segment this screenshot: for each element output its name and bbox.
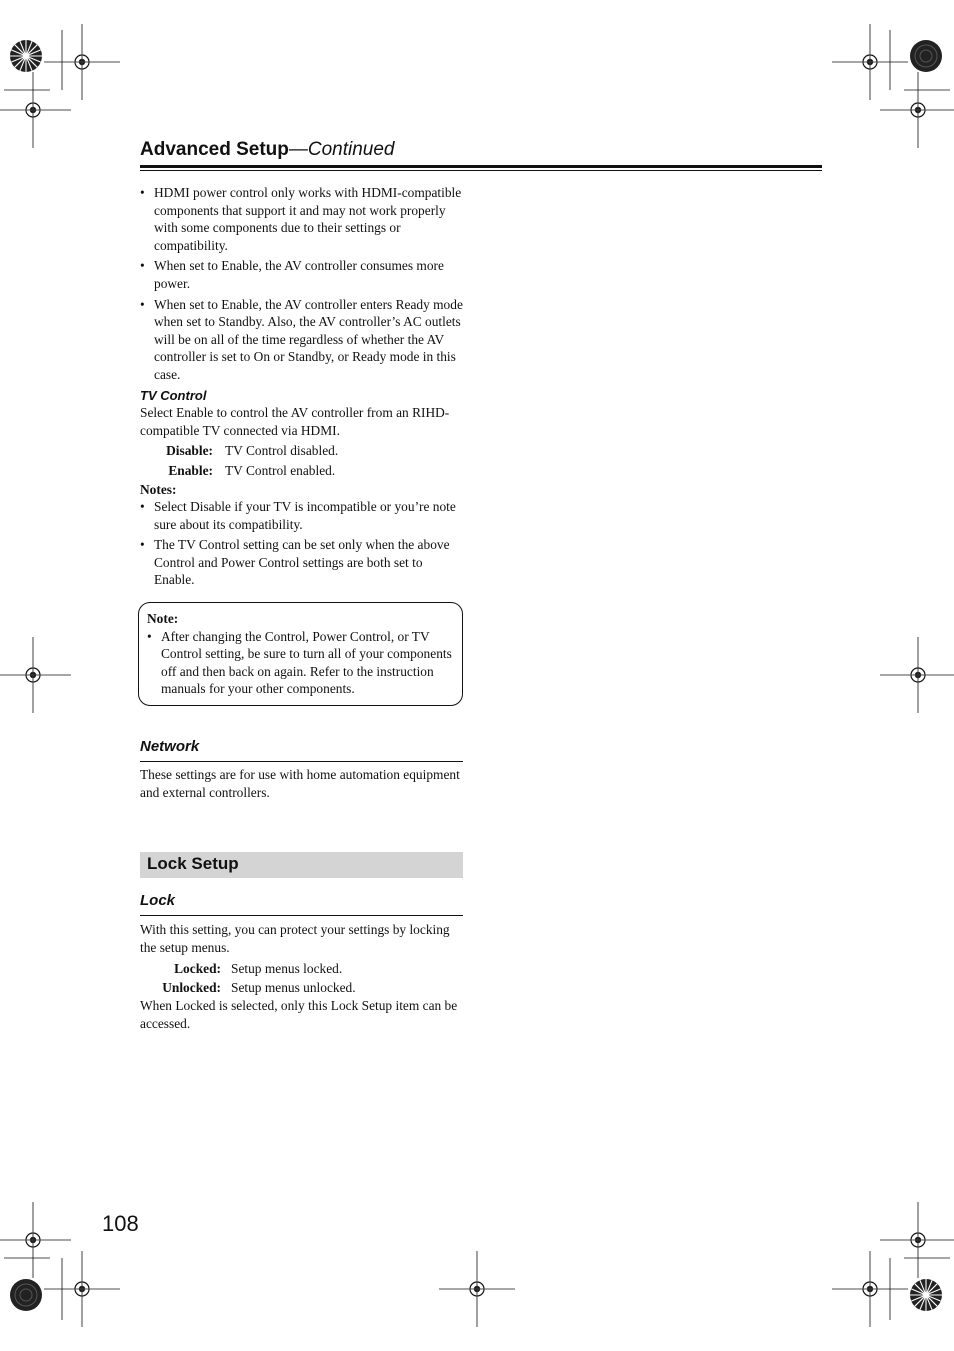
list-item: • Select Disable if your TV is incompatible or you’re note sure about its compatibility. bbox=[140, 498, 464, 533]
option-text: Setup menus locked. bbox=[231, 961, 343, 977]
option-text: TV Control enabled. bbox=[225, 462, 336, 478]
lock-footer: When Locked is selected, only this Lock Setup item can be accessed. bbox=[140, 998, 458, 1031]
list-item: • When set to Enable, the AV controller consumes more power. bbox=[140, 257, 464, 292]
option-label: Enable: bbox=[168, 462, 213, 478]
notes-title: Notes: bbox=[140, 481, 177, 497]
header-rule bbox=[140, 165, 822, 168]
option-row bbox=[140, 960, 464, 978]
note-box bbox=[138, 602, 463, 706]
note-title: Note: bbox=[147, 611, 179, 626]
page-number: 108 bbox=[102, 1211, 139, 1236]
list-item: • After changing the Control, Power Control, or TV Control setting, be sure to turn all of your components off and then back on again. Refer to the instruction manuals for your other components. bbox=[147, 628, 454, 698]
lock-setup-banner bbox=[140, 852, 463, 878]
list-item: • HDMI power control only works with HDMI-compatible components that support it and may not work properly with some components due to their settings or compatibility. bbox=[140, 184, 464, 254]
option-row bbox=[140, 462, 464, 480]
option-label: Locked: bbox=[174, 961, 221, 977]
lock-options bbox=[140, 960, 464, 996]
intro-bullet-list bbox=[140, 184, 464, 384]
tv-control-heading: TV Control bbox=[140, 387, 207, 403]
network-description: These settings are for use with home automation equipment and external controllers. bbox=[140, 767, 460, 800]
note-list bbox=[147, 628, 454, 698]
list-item: • The TV Control setting can be set only when the above Control and Power Control settings are both set to Enable. bbox=[140, 536, 464, 589]
option-row bbox=[140, 979, 464, 997]
lock-description: With this setting, you can protect your settings by locking the setup menus. bbox=[140, 922, 450, 955]
header-title: Advanced Setup bbox=[140, 139, 289, 160]
option-text: Setup menus unlocked. bbox=[231, 979, 356, 995]
lock-setup-title: Lock Setup bbox=[147, 854, 239, 873]
header-continued: —Continued bbox=[288, 139, 395, 160]
content-column bbox=[140, 184, 464, 592]
lock-section bbox=[140, 921, 464, 1033]
option-row bbox=[140, 442, 464, 460]
option-text: TV Control disabled. bbox=[225, 443, 339, 459]
option-label: Disable: bbox=[166, 443, 213, 459]
notes-list bbox=[140, 498, 464, 589]
tv-control-description: Select Enable to control the AV controller from an RIHD-compatible TV connected via HDMI. bbox=[140, 405, 450, 438]
lock-rule bbox=[140, 915, 463, 916]
option-label: Unlocked: bbox=[162, 979, 221, 995]
header-rule-thin bbox=[140, 170, 822, 171]
page-header bbox=[140, 139, 395, 161]
network-heading: Network bbox=[140, 738, 200, 755]
tv-control-options bbox=[140, 442, 464, 479]
lock-heading: Lock bbox=[140, 892, 176, 909]
list-item: • When set to Enable, the AV controller enters Ready mode when set to Standby. Also, the AV controller’s AC outlets will be on all of the time regardless of whether the AV controller is set to On or Standby, or Ready mode in this case. bbox=[140, 296, 464, 384]
network-rule bbox=[140, 761, 463, 762]
